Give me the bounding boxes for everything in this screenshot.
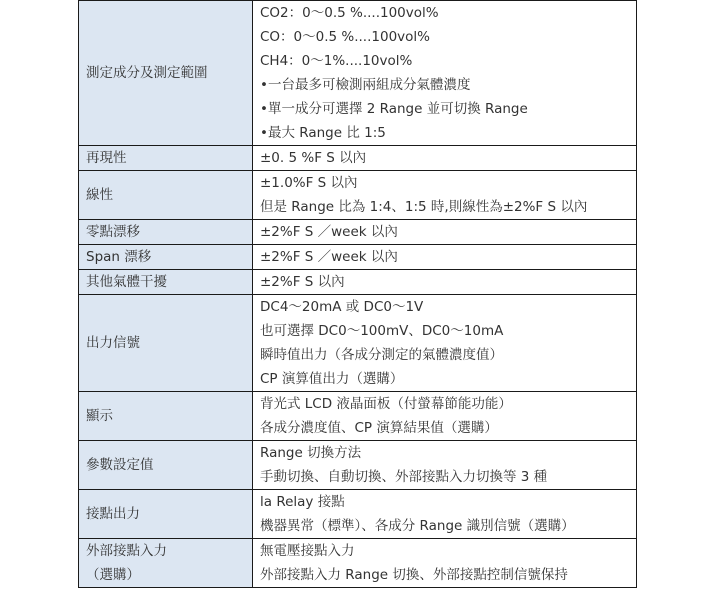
value-line: 手動切換、自動切換、外部接點入力切換等 3 種: [260, 469, 548, 485]
value-line: 各成分濃度值、CP 演算結果值（選購）: [260, 420, 498, 436]
row-value: [253, 490, 637, 539]
label-text: 再現性: [86, 150, 127, 166]
row-label: [79, 539, 253, 588]
table-row: [79, 392, 637, 441]
value-line: •一台最多可檢測兩組成分氣體濃度: [260, 77, 471, 93]
table-row: [79, 270, 637, 295]
table-row: [79, 245, 637, 270]
row-value: [253, 539, 637, 588]
row-value: [253, 220, 637, 245]
value-line: 外部接點入力 Range 切換、外部接點控制信號保持: [260, 567, 568, 583]
label-text: 顯示: [86, 408, 113, 424]
row-value: [253, 146, 637, 171]
value-line: 背光式 LCD 液晶面板（付螢幕節能功能）: [260, 396, 512, 412]
row-label: [79, 441, 253, 490]
row-label: [79, 146, 253, 171]
table-row: [79, 490, 637, 539]
value-line: Range 切換方法: [260, 445, 362, 461]
label-text: （選購）: [86, 567, 140, 583]
label-text: 出力信號: [86, 335, 140, 351]
row-label: [79, 270, 253, 295]
value-line: ±0. 5 %F S 以內: [260, 150, 367, 166]
table-row: [79, 146, 637, 171]
value-line: ±2%F S ／week 以內: [260, 249, 398, 265]
value-line: 機器異常（標準）、各成分 Range 識別信號（選購）: [260, 518, 575, 534]
label-text: 零點漂移: [86, 224, 140, 240]
value-line: CO：0～0.5 %....100vol%: [260, 29, 430, 45]
value-line: •最大 Range 比 1:5: [260, 125, 386, 141]
label-text: Span 漂移: [86, 249, 152, 265]
value-line: 無電壓接點入力: [260, 543, 355, 559]
value-line: CP 演算值出力（選購）: [260, 371, 404, 387]
value-line: CO2：0～0.5 %....100vol%: [260, 5, 439, 21]
label-text: 參數設定值: [86, 457, 154, 473]
table-row: [79, 441, 637, 490]
value-line: ±2%F S ／week 以內: [260, 224, 398, 240]
value-line: 瞬時值出力（各成分測定的氣體濃度值）: [260, 347, 503, 363]
value-line: CH4：0～1%....10vol%: [260, 53, 413, 69]
value-line: 也可選擇 DC0～100mV、DC0～10mA: [260, 323, 504, 339]
row-value: [253, 270, 637, 295]
row-label: [79, 171, 253, 220]
row-label: [79, 245, 253, 270]
label-text: 接點出力: [86, 506, 140, 522]
value-line: •單一成分可選擇 2 Range 並可切換 Range: [260, 101, 528, 117]
row-label: [79, 1, 253, 146]
label-text: 其他氣體干擾: [86, 274, 167, 290]
value-line: ±2%F S 以內: [260, 274, 345, 290]
row-value: [253, 1, 637, 146]
table-row: [79, 1, 637, 146]
value-line: ±1.0%F S 以內: [260, 175, 358, 191]
row-label: [79, 295, 253, 392]
spec-table: [78, 0, 637, 588]
row-label: [79, 392, 253, 441]
value-line: la Relay 接點: [260, 494, 345, 510]
label-text: 外部接點入力: [86, 543, 167, 559]
value-line: DC4～20mA 或 DC0～1V: [260, 299, 424, 315]
row-value: [253, 392, 637, 441]
table-row: [79, 295, 637, 392]
table-row: [79, 220, 637, 245]
row-label: [79, 490, 253, 539]
value-line: 但是 Range 比為 1:4、1:5 時,則線性為±2%F S 以內: [260, 199, 588, 215]
row-label: [79, 220, 253, 245]
row-value: [253, 171, 637, 220]
table-row: [79, 171, 637, 220]
row-value: [253, 295, 637, 392]
label-text: 線性: [86, 187, 113, 203]
row-value: [253, 441, 637, 490]
table-row: [79, 539, 637, 588]
row-value: [253, 245, 637, 270]
label-text: 測定成分及測定範圍: [86, 65, 208, 81]
